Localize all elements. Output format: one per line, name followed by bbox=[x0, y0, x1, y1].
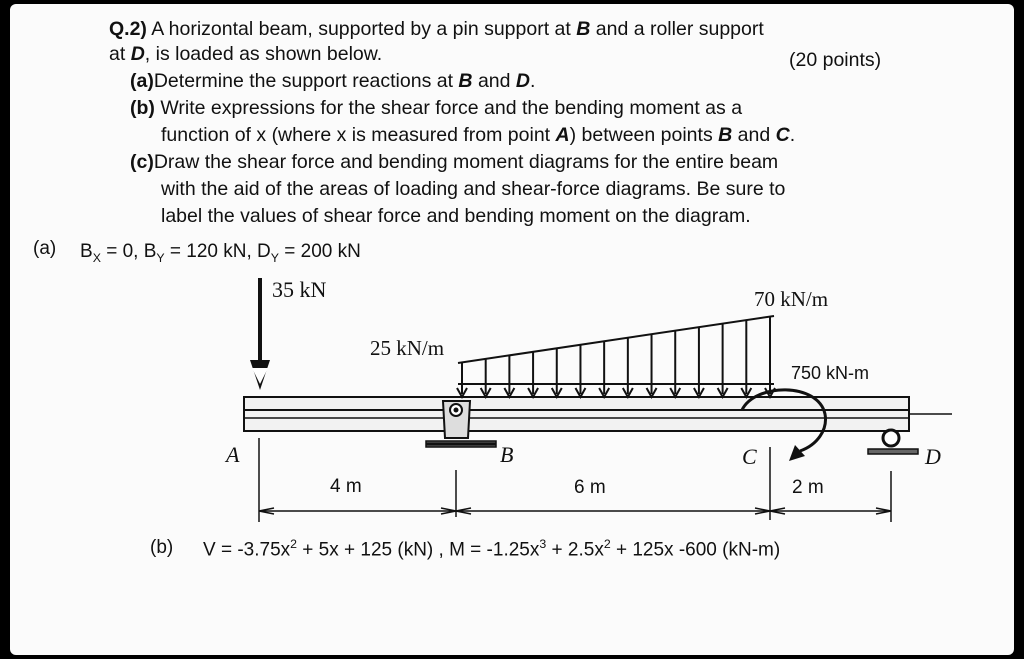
point-d-label: D bbox=[925, 444, 941, 469]
dimension-cd-label: 2 m bbox=[792, 477, 824, 498]
point-load-label: 35 kN bbox=[272, 277, 327, 302]
answer-b-label: (b) bbox=[150, 537, 174, 558]
point-b-label: B bbox=[500, 442, 514, 467]
question-intro-cont: and a roller support bbox=[595, 18, 764, 40]
distributed-load-end-label: 70 kN/m bbox=[754, 287, 829, 311]
point-load-arrow bbox=[250, 278, 270, 390]
distributed-load-start-label: 25 kN/m bbox=[370, 336, 445, 360]
point-a-label: A bbox=[226, 442, 240, 467]
part-a-and: and bbox=[477, 70, 511, 92]
part-a-text: Determine the support reactions at bbox=[153, 70, 453, 92]
part-b-label: (b) bbox=[130, 97, 155, 119]
distributed-load-top-line bbox=[458, 316, 774, 363]
part-a-end: . bbox=[530, 70, 536, 92]
part-a-d: D bbox=[515, 70, 530, 92]
question-at: at bbox=[109, 43, 126, 65]
part-b-and: and bbox=[737, 124, 771, 146]
part-a-b: B bbox=[458, 70, 473, 92]
part-b-end: . bbox=[789, 124, 796, 146]
part-c-label: (c) bbox=[130, 151, 154, 173]
part-b-text-2: function of x (where x is measured from point bbox=[161, 124, 551, 146]
question-loaded-text: , is loaded as shown below. bbox=[144, 43, 383, 65]
part-a-label: (a) bbox=[130, 70, 154, 92]
part-b-text-1: Write expressions for the shear force and the bending moment as a bbox=[160, 97, 743, 119]
question-intro: A horizontal beam, supported by a pin support at bbox=[151, 18, 571, 40]
dimension-ab-label: 4 m bbox=[330, 476, 362, 497]
part-c-line-2: with the aid of the areas of loading and shear-force diagrams. Be sure to bbox=[161, 178, 786, 200]
part-c-line-3: label the values of shear force and bending moment on the diagram. bbox=[161, 205, 751, 227]
dimension-line bbox=[259, 508, 891, 514]
part-c-text-1: Draw the shear force and bending moment diagrams for the entire beam bbox=[153, 151, 779, 173]
dimension-bc-label: 6 m bbox=[574, 477, 606, 498]
point-c-label: C bbox=[742, 444, 757, 469]
part-b-a: A bbox=[555, 124, 570, 146]
distributed-load bbox=[457, 316, 775, 397]
answer-a-text: $B_X = 0$, $B_Y = 120$ kN, $D_Y = 200$ kN bbox=[80, 241, 361, 265]
part-b-text-3: ) between points bbox=[569, 124, 713, 146]
part-b-c: C bbox=[775, 124, 790, 146]
answer-a-label: (a) bbox=[33, 238, 57, 259]
question-point-d: D bbox=[130, 43, 145, 65]
question-number: Q.2) bbox=[109, 18, 147, 40]
part-b-b: B bbox=[718, 124, 733, 146]
points-label: (20 points) bbox=[789, 49, 882, 71]
roller-support-d bbox=[868, 430, 918, 454]
moment-label: 750 kN-m bbox=[791, 363, 870, 383]
question-point-b: B bbox=[576, 18, 591, 40]
beam bbox=[244, 397, 952, 431]
answer-b-text: $V = -3.75x^2 + 5x + 125$ (kN) , $M = -1.25x^3 + 2.5x^2 + 125x$ -600 (kN-m) bbox=[203, 537, 781, 561]
